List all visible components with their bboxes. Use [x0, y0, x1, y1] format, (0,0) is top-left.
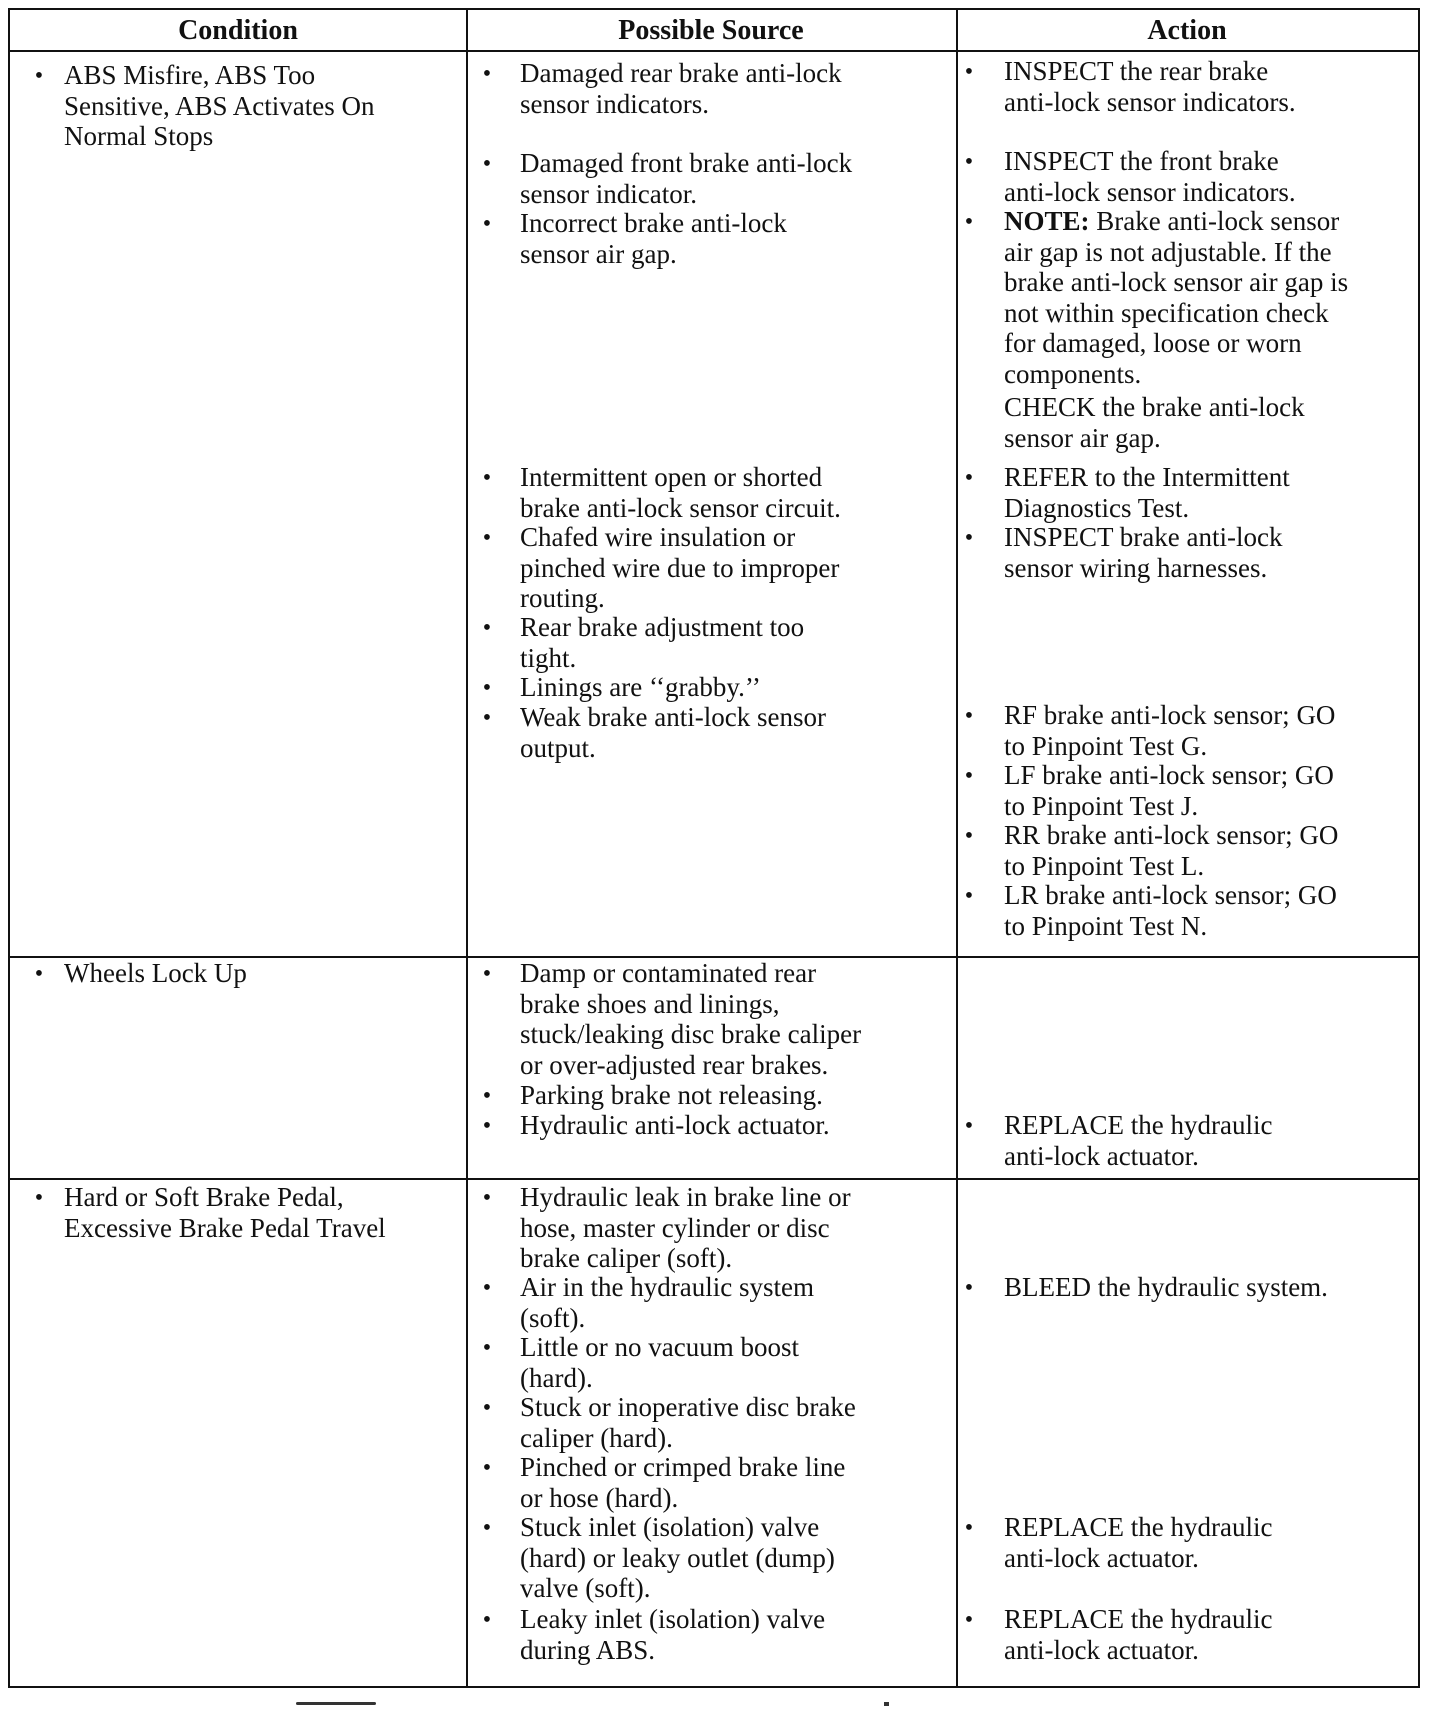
- bullet-icon: •: [482, 1395, 492, 1421]
- scan-mark: [296, 1702, 376, 1705]
- action-item: sensor wiring harnesses.: [1004, 552, 1268, 583]
- possible-source-item: or hose (hard).: [520, 1482, 679, 1513]
- bullet-icon: •: [482, 1083, 492, 1109]
- condition-text: ABS Misfire, ABS Too: [64, 60, 316, 90]
- possible-source-item: Linings are ‘‘grabby.’’: [520, 672, 761, 702]
- condition-text: Normal Stops: [64, 121, 214, 151]
- action-item: LF brake anti-lock sensor; GO: [1004, 760, 1334, 790]
- possible-source-item: (soft).: [520, 1302, 586, 1333]
- possible-source-item: tight.: [520, 642, 577, 673]
- bullet-icon: •: [482, 211, 492, 237]
- bullet-icon: •: [964, 465, 974, 491]
- bullet-icon: •: [34, 961, 44, 987]
- header-possible-source: Possible Source: [466, 10, 956, 52]
- possible-source-item: Leaky inlet (isolation) valve: [520, 1604, 826, 1634]
- possible-source-item: Stuck or inoperative disc brake: [520, 1392, 856, 1422]
- action-item: sensor air gap.: [1004, 422, 1161, 453]
- bullet-icon: •: [482, 525, 492, 551]
- bullet-icon: •: [482, 1185, 492, 1211]
- bullet-icon: •: [964, 1607, 974, 1633]
- possible-source-item: Intermittent open or shorted: [520, 462, 823, 492]
- possible-source-item: Parking brake not releasing.: [520, 1080, 823, 1110]
- possible-source-item: output.: [520, 732, 596, 763]
- condition-text: Hard or Soft Brake Pedal,: [64, 1182, 344, 1212]
- bullet-icon: •: [482, 615, 492, 641]
- action-item: anti-lock actuator.: [1004, 1542, 1199, 1573]
- bullet-icon: •: [964, 883, 974, 909]
- bullet-icon: •: [482, 961, 492, 987]
- possible-source-item: brake caliper (soft).: [520, 1243, 733, 1273]
- action-item: BLEED the hydraulic system.: [1004, 1272, 1328, 1302]
- bullet-icon: •: [482, 1335, 492, 1361]
- possible-source-item: (hard).: [520, 1362, 593, 1393]
- possible-source-item: or over-adjusted rear brakes.: [520, 1049, 829, 1080]
- action-item: RR brake anti-lock sensor; GO: [1004, 820, 1339, 850]
- header-condition: Condition: [10, 10, 466, 52]
- column-divider-2: [956, 10, 958, 1686]
- column-divider-1: [466, 10, 468, 1686]
- bullet-icon: •: [34, 63, 44, 89]
- possible-source-item: Damaged rear brake anti-lock: [520, 58, 842, 88]
- action-item: anti-lock sensor indicators.: [1004, 86, 1296, 117]
- possible-source-item: Incorrect brake anti-lock: [520, 208, 787, 238]
- bullet-icon: •: [482, 1113, 492, 1139]
- bullet-icon: •: [964, 763, 974, 789]
- action-item: INSPECT brake anti-lock: [1004, 522, 1283, 552]
- possible-source-item: (hard) or leaky outlet (dump): [520, 1542, 835, 1573]
- bullet-icon: •: [964, 1113, 974, 1139]
- possible-source-item: Stuck inlet (isolation) valve: [520, 1512, 820, 1542]
- bullet-icon: •: [964, 1275, 974, 1301]
- action-item: RF brake anti-lock sensor; GO: [1004, 700, 1336, 730]
- bullet-icon: •: [482, 1515, 492, 1541]
- bullet-icon: •: [482, 1607, 492, 1633]
- action-item: for damaged, loose or worn: [1004, 328, 1302, 358]
- header-action: Action: [956, 10, 1418, 52]
- possible-source-item: hose, master cylinder or disc: [520, 1212, 830, 1243]
- action-item: LR brake anti-lock sensor; GO: [1004, 880, 1337, 910]
- possible-source-item: Chafed wire insulation or: [520, 522, 796, 552]
- possible-source-item: brake anti-lock sensor circuit.: [520, 492, 841, 523]
- possible-source-item: Pinched or crimped brake line: [520, 1452, 846, 1482]
- possible-source-item: Damp or contaminated rear: [520, 958, 817, 988]
- action-item: REPLACE the hydraulic: [1004, 1512, 1273, 1542]
- possible-source-item: sensor indicators.: [520, 88, 709, 119]
- action-item: INSPECT the front brake: [1004, 146, 1279, 176]
- action-item: to Pinpoint Test G.: [1004, 730, 1208, 761]
- action-item: REPLACE the hydraulic: [1004, 1110, 1273, 1140]
- bullet-icon: •: [482, 675, 492, 701]
- action-item: to Pinpoint Test L.: [1004, 850, 1205, 881]
- row-divider-2: [10, 1178, 1418, 1180]
- possible-source-item: pinched wire due to improper: [520, 552, 840, 583]
- possible-source-item: Hydraulic anti-lock actuator.: [520, 1110, 830, 1140]
- action-item: to Pinpoint Test N.: [1004, 910, 1208, 941]
- possible-source-item: routing.: [520, 583, 605, 613]
- possible-source-item: sensor air gap.: [520, 238, 677, 269]
- action-item: [1004, 206, 1339, 237]
- bullet-icon: •: [482, 61, 492, 87]
- action-item: anti-lock actuator.: [1004, 1140, 1199, 1171]
- bullet-icon: •: [964, 209, 974, 235]
- action-item: not within specification check: [1004, 297, 1329, 328]
- possible-source-item: stuck/leaking disc brake caliper: [520, 1019, 862, 1049]
- action-item: anti-lock sensor indicators.: [1004, 176, 1296, 207]
- possible-source-item: Hydraulic leak in brake line or: [520, 1182, 851, 1212]
- action-item: to Pinpoint Test J.: [1004, 790, 1199, 821]
- possible-source-item: Damaged front brake anti-lock: [520, 148, 853, 178]
- possible-source-item: Rear brake adjustment too: [520, 612, 805, 642]
- possible-source-item: Little or no vacuum boost: [520, 1332, 799, 1362]
- note-label: NOTE:: [1004, 206, 1090, 236]
- action-item: brake anti-lock sensor air gap is: [1004, 267, 1349, 297]
- condition-text: Excessive Brake Pedal Travel: [64, 1212, 386, 1243]
- bullet-icon: •: [964, 703, 974, 729]
- scan-mark: [884, 1702, 889, 1706]
- action-item: anti-lock actuator.: [1004, 1634, 1199, 1665]
- possible-source-item: during ABS.: [520, 1634, 656, 1665]
- bullet-icon: •: [482, 151, 492, 177]
- action-item: CHECK the brake anti-lock: [1004, 392, 1305, 422]
- action-item: components.: [1004, 358, 1142, 389]
- action-item: REPLACE the hydraulic: [1004, 1604, 1273, 1634]
- bullet-icon: •: [482, 465, 492, 491]
- bullet-icon: •: [34, 1185, 44, 1211]
- bullet-icon: •: [964, 1515, 974, 1541]
- bullet-icon: •: [964, 149, 974, 175]
- action-item: Diagnostics Test.: [1004, 492, 1190, 523]
- action-item-text: Brake anti-lock sensor: [1089, 206, 1340, 236]
- possible-source-item: Weak brake anti-lock sensor: [520, 702, 826, 732]
- condition-text: Wheels Lock Up: [64, 958, 247, 988]
- bullet-icon: •: [482, 1275, 492, 1301]
- possible-source-item: valve (soft).: [520, 1573, 651, 1603]
- possible-source-item: Air in the hydraulic system: [520, 1272, 814, 1302]
- bullet-icon: •: [964, 823, 974, 849]
- action-item: INSPECT the rear brake: [1004, 56, 1269, 86]
- condition-text: Sensitive, ABS Activates On: [64, 90, 375, 121]
- bullet-icon: •: [964, 525, 974, 551]
- action-item: REFER to the Intermittent: [1004, 462, 1290, 492]
- possible-source-item: brake shoes and linings,: [520, 988, 780, 1019]
- possible-source-item: sensor indicator.: [520, 178, 697, 209]
- bullet-icon: •: [482, 705, 492, 731]
- possible-source-item: caliper (hard).: [520, 1422, 673, 1453]
- bullet-icon: •: [482, 1455, 492, 1481]
- action-item: air gap is not adjustable. If the: [1004, 236, 1332, 267]
- bullet-icon: •: [964, 59, 974, 85]
